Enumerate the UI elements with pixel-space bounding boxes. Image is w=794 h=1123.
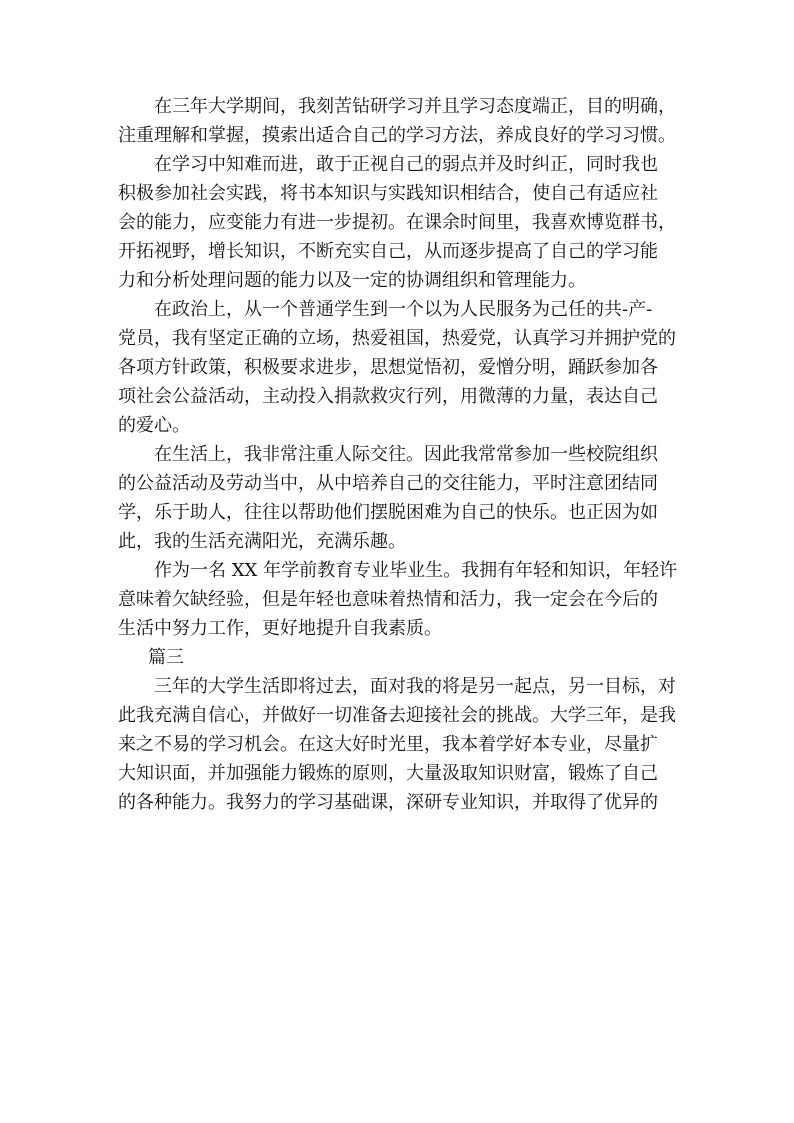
text-line: 在学习中知难而进，敢于正视自己的弱点并及时纠正，同时我也 bbox=[154, 154, 658, 175]
text-line: 党员，我有坚定正确的立场，热爱祖国，热爱党，认真学习并拥护党的 bbox=[118, 328, 676, 349]
text-line: 生活中努力工作，更好地提升自我素质。 bbox=[118, 618, 442, 639]
text-line: 注重理解和掌握，摸索出适合自己的学习方法，养成良好的学习习惯。 bbox=[118, 125, 676, 146]
paragraph bbox=[118, 295, 684, 440]
paragraph bbox=[118, 440, 684, 556]
paragraph bbox=[118, 556, 684, 643]
text-line: 积极参加社会实践，将书本知识与实践知识相结合，使自己有适应社 bbox=[118, 183, 658, 204]
text-line: 此，我的生活充满阳光，充满乐趣。 bbox=[118, 531, 406, 552]
text-line: 的各种能力。我努力的学习基础课，深研专业知识，并取得了优异的 bbox=[118, 792, 658, 813]
text-line: 各项方针政策，积极要求进步，思想觉悟初，爱憎分明，踊跃参加各 bbox=[118, 357, 658, 378]
text-line: 力和分析处理问题的能力以及一定的协调组织和管理能力。 bbox=[118, 270, 586, 291]
text-line: 在三年大学期间，我刻苦钻研学习并且学习态度端正，目的明确， bbox=[154, 96, 676, 117]
text-line: 篇三 bbox=[148, 647, 184, 668]
text-line: 此我充满自信心，并做好一切准备去迎接社会的挑战。大学三年，是我 bbox=[118, 705, 676, 726]
document-body bbox=[118, 92, 684, 817]
text-line: 来之不易的学习机会。在这大好时光里，我本着学好本专业，尽量扩 bbox=[118, 734, 658, 755]
text-line: 学，乐于助人，往往以帮助他们摆脱困难为自己的快乐。也正因为如 bbox=[118, 502, 658, 523]
text-line: 在政治上，从一个普通学生到一个以为人民服务为己任的共-产- bbox=[154, 299, 653, 320]
paragraph bbox=[118, 92, 684, 150]
text-line: 大知识面，并加强能力锻炼的原则，大量汲取知识财富，锻炼了自己 bbox=[118, 763, 658, 784]
text-line: 意味着欠缺经验，但是年轻也意味着热情和活力，我一定会在今后的 bbox=[118, 589, 658, 610]
text-line: 开拓视野，增长知识，不断充实自己，从而逐步提高了自己的学习能 bbox=[118, 241, 658, 262]
paragraph bbox=[118, 150, 684, 295]
text-line: 会的能力，应变能力有进一步提初。在课余时间里，我喜欢博览群书， bbox=[118, 212, 676, 233]
section-heading bbox=[118, 643, 684, 672]
text-line: 的爱心。 bbox=[118, 415, 190, 436]
paragraph bbox=[118, 672, 684, 817]
text-line: 项社会公益活动，主动投入捐款救灾行列，用微薄的力量，表达自己 bbox=[118, 386, 658, 407]
text-line: 三年的大学生活即将过去，面对我的将是另一起点，另一目标，对 bbox=[154, 676, 676, 697]
text-line: 在生活上，我非常注重人际交往。因此我常常参加一些校院组织 bbox=[154, 444, 658, 465]
text-line: 的公益活动及劳动当中，从中培养自己的交往能力，平时注意团结同 bbox=[118, 473, 658, 494]
text-line: 作为一名 XX 年学前教育专业毕业生。我拥有年轻和知识，年轻许 bbox=[154, 560, 678, 581]
